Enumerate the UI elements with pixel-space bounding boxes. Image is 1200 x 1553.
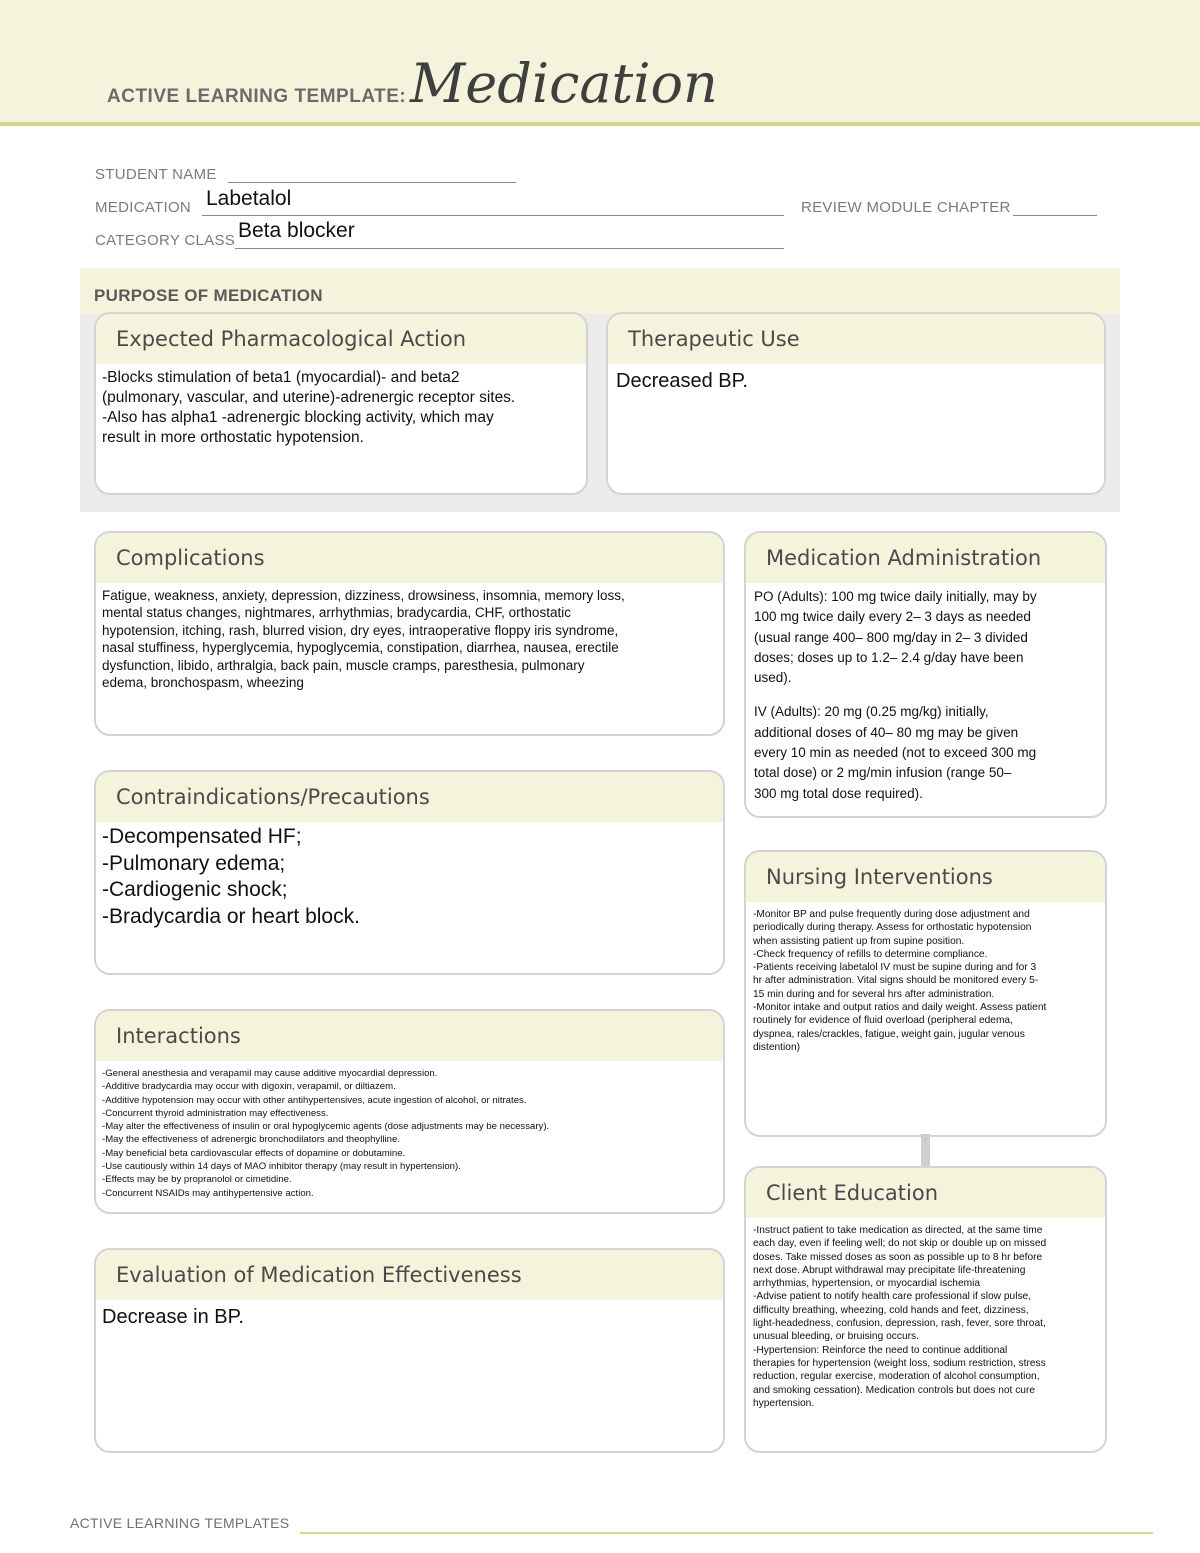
expected-action-body: [96, 364, 586, 448]
review-module-field[interactable]: [1013, 215, 1097, 216]
complications-title: Complications: [116, 546, 265, 570]
text-line: -Advise patient to notify health care professional if slow pulse,: [753, 1291, 1032, 1303]
contraindications-title: Contraindications/Precautions: [116, 785, 430, 809]
text-line: next dose. Abrupt withdrawal may precipitate life-threatening: [753, 1264, 1026, 1276]
purpose-title: PURPOSE OF MEDICATION: [94, 286, 323, 305]
text-line: 300 mg total dose required).: [754, 785, 923, 801]
text-line: unusual bleeding, or bruising occurs.: [753, 1331, 919, 1343]
client-education-title: Client Education: [766, 1181, 939, 1205]
text-line: total dose) or 2 mg/min infusion (range 50–: [754, 765, 1012, 781]
complications-body: [96, 583, 723, 691]
text-line: 100 mg twice daily every 2– 3 days as needed: [754, 609, 1031, 625]
text-line: light-headedness, confusion, depression, rash, fever, sore throat,: [753, 1318, 1046, 1330]
interactions-title: Interactions: [116, 1024, 241, 1048]
footer-label: ACTIVE LEARNING TEMPLATES: [70, 1515, 290, 1531]
category-class-value: Beta blocker: [238, 219, 355, 242]
text-line: -Hypertension: Reinforce the need to continue additional: [753, 1344, 1008, 1356]
text-line: every 10 min as needed (not to exceed 300 mg: [754, 745, 1037, 761]
text-line: periodically during therapy. Assess for orthostatic hypotension: [753, 922, 1032, 934]
text-line: -Additive hypotension may occur with other antihypertensives, acute ingestion of alcohol, or nitrates.: [102, 1094, 527, 1106]
card-header: [746, 533, 1105, 583]
card-header: [96, 772, 723, 822]
text-line: edema, bronchospasm, wheezing: [102, 675, 304, 691]
text-line: -Decompensated HF;: [102, 825, 302, 848]
text-line: -May beneficial beta cardiovascular effects of dopamine or dobutamine.: [102, 1147, 406, 1159]
nursing-interventions-body: [746, 902, 1105, 1054]
client-education-card: [744, 1166, 1107, 1453]
text-line: doses; doses up to 1.2– 2.4 g/day have been: [754, 649, 1024, 665]
text-line: -Bradycardia or heart block.: [102, 904, 360, 928]
med-admin-body: [746, 583, 1105, 804]
text-line: -Also has alpha1 -adrenergic blocking activity, which may: [102, 409, 494, 426]
category-class-field[interactable]: [235, 248, 784, 249]
text-line: -Use cautiously within 14 days of MAO inhibitor therapy (may result in hypertension).: [102, 1161, 461, 1173]
text-line: reduction, regular exercise, moderation of alcohol consumption,: [753, 1371, 1040, 1383]
medication-label: MEDICATION: [95, 199, 192, 216]
footer-divider: [300, 1532, 1153, 1534]
review-module-label: REVIEW MODULE CHAPTER: [801, 199, 1011, 216]
text-line: dysfunction, libido, arthralgia, back pain, muscle cramps, paresthesia, pulmonary: [102, 657, 585, 673]
text-line: 15 min during and for several hrs after administration.: [753, 988, 995, 1000]
page-title: Medication: [410, 52, 718, 115]
nursing-interventions-title: Nursing Interventions: [766, 865, 993, 889]
text-line: mental status changes, nightmares, arrhythmias, bradycardia, CHF, orthostatic: [102, 605, 571, 621]
text-line: result in more orthostatic hypotension.: [102, 429, 364, 446]
text-line: dyspnea, rales/crackles, fatigue, weight gain, jugular venous: [753, 1028, 1025, 1040]
text-line: PO (Adults): 100 mg twice daily initially, may by: [754, 589, 1037, 604]
card-header: [96, 1011, 723, 1061]
card-header: [96, 1250, 723, 1300]
text-line: -Concurrent NSAIDs may antihypertensive action.: [102, 1187, 314, 1199]
connector-bar: [921, 1134, 930, 1168]
therapeutic-use-body: [608, 364, 1104, 394]
text-line: -Effects may be by propranolol or cimetidine.: [102, 1174, 292, 1186]
student-name-field[interactable]: [228, 182, 516, 183]
text-line: nasal stuffiness, hyperglycemia, hypoglycemia, constipation, diarrhea, nausea, erectile: [102, 640, 619, 656]
nursing-interventions-card: [744, 850, 1107, 1137]
text-line: distention): [753, 1041, 801, 1053]
text-line: hr after administration. Vital signs should be monitored every 5-: [753, 975, 1039, 987]
expected-action-title: Expected Pharmacological Action: [116, 327, 467, 351]
text-line: (pulmonary, vascular, and uterine)-adrenergic receptor sites.: [102, 389, 516, 406]
contraindications-body: [96, 822, 723, 930]
text-line: arrhythmias, hypertension, or myocardial ischemia: [753, 1278, 981, 1290]
card-header: [746, 852, 1105, 902]
expected-action-card: [94, 312, 588, 495]
student-name-label: STUDENT NAME: [95, 166, 217, 183]
text-line: -Monitor intake and output ratios and daily weight. Assess patient: [753, 1002, 1047, 1014]
text-line: IV (Adults): 20 mg (0.25 mg/kg) initially,: [754, 704, 989, 720]
text-line: Decrease in BP.: [102, 1306, 244, 1328]
client-education-body: [746, 1218, 1105, 1410]
text-line: -Pulmonary edema;: [102, 851, 286, 875]
text-line: -May the effectiveness of adrenergic bronchodilators and theophylline.: [102, 1134, 400, 1146]
text-line: (usual range 400– 800 mg/day in 2– 3 divided: [754, 629, 1028, 645]
medication-field[interactable]: [202, 215, 784, 216]
med-admin-title: Medication Administration: [766, 546, 1042, 570]
text-line: Fatigue, weakness, anxiety, depression, dizziness, drowsiness, insomnia, memory loss,: [102, 588, 625, 603]
text-line: -Patients receiving labetalol IV must be supine during and for 3: [753, 962, 1037, 974]
text-line: routinely for evidence of fluid overload (peripheral edema,: [753, 1015, 1013, 1027]
card-header: [96, 533, 723, 583]
header-divider: [0, 122, 1200, 126]
text-line: -Check frequency of refills to determine compliance.: [753, 948, 988, 960]
evaluation-body: [96, 1300, 723, 1330]
text-line: difficulty breathing, wheezing, cold hands and feet, dizziness,: [753, 1304, 1029, 1316]
text-line: -Concurrent thyroid administration may effectiveness.: [102, 1107, 329, 1119]
text-line: therapies for hypertension (weight loss, sodium restriction, stress: [753, 1357, 1046, 1369]
text-line: each day, even if feeling well; do not skip or double up on missed: [753, 1238, 1047, 1250]
text-line: hypotension, itching, rash, blurred vision, dry eyes, intraoperative floppy iris syndrome,: [102, 622, 619, 638]
text-line: when assisting patient up from supine position.: [753, 935, 965, 947]
template-label: ACTIVE LEARNING TEMPLATE:: [107, 86, 407, 107]
category-class-label: CATEGORY CLASS: [95, 232, 236, 249]
therapeutic-use-title: Therapeutic Use: [628, 327, 800, 351]
text-line: doses. Take missed doses as soon as possible up to 8 hr before: [753, 1251, 1043, 1263]
card-header: [96, 314, 586, 364]
text-line: used).: [754, 670, 792, 686]
interactions-card: [94, 1009, 725, 1214]
card-header: [608, 314, 1104, 364]
complications-card: [94, 531, 725, 736]
spacer: [754, 688, 1099, 702]
text-line: -General anesthesia and verapamil may cause additive myocardial depression.: [102, 1068, 438, 1079]
contraindications-card: [94, 770, 725, 975]
text-line: -May alter the effectiveness of insulin or oral hypoglycemic agents (dose adjustments may be necessary).: [102, 1121, 550, 1133]
text-line: -Blocks stimulation of beta1 (myocardial)- and beta2: [102, 369, 460, 386]
text-line: -Instruct patient to take medication as directed, at the same time: [753, 1225, 1043, 1236]
card-header: [746, 1168, 1105, 1218]
medication-value: Labetalol: [206, 187, 292, 210]
text-line: Decreased BP.: [616, 370, 748, 392]
text-line: -Additive bradycardia may occur with digoxin, verapamil, or diltiazem.: [102, 1081, 396, 1093]
text-line: and smoking cessation). Medication controls but does not cure: [753, 1384, 1036, 1396]
text-line: -Cardiogenic shock;: [102, 878, 288, 901]
med-admin-card: [744, 531, 1107, 818]
evaluation-title: Evaluation of Medication Effectiveness: [116, 1263, 522, 1287]
evaluation-card: [94, 1248, 725, 1453]
therapeutic-use-card: [606, 312, 1106, 495]
text-line: additional doses of 40– 80 mg may be given: [754, 724, 1019, 740]
text-line: hypertension.: [753, 1397, 815, 1409]
text-line: -Monitor BP and pulse frequently during dose adjustment and: [753, 909, 1030, 920]
interactions-body: [96, 1061, 723, 1200]
